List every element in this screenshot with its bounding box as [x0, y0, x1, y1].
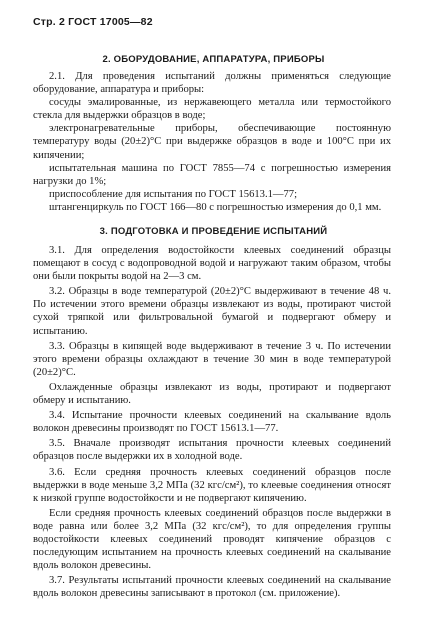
list-item-vessels: сосуды эмалированные, из нержавеющего металла или термостойкого стекла для выдержки образцов в воде; — [33, 97, 391, 122]
section-2-title: 2. ОБОРУДОВАНИЕ, АППАРАТУРА, ПРИБОРЫ — [102, 54, 325, 65]
page-header: Стр. 2 ГОСТ 17005—82 — [33, 16, 153, 28]
paragraph-3-3-cont: Охлажденные образцы извлекают из воды, протирают и подвергают обмеру и испытанию. — [33, 381, 391, 407]
paragraph-3-6: 3.6. Если средняя прочность клеевых соединений образцов после выдержки в воде меньше 3,2 МПа (32 кгс/см²), то клеевые соединения относят к низкой группе водостойкости и не подвергают кипячению. — [33, 466, 391, 504]
paragraph-3-2: 3.2. Образцы в воде температурой (20±2)°С выдерживают в течение 48 ч. По истечении этого времени образцы извлекают из воды, протирают чистой сухой тряпкой или фильтровальной бумагой и подвергают обмеру и испытанию. — [33, 286, 391, 337]
section-3-body — [33, 244, 391, 600]
list-item-heaters: электронагревательные приборы, обеспечивающие постоянную температуру воды (20±2)°С при выдержке образцов в воде и 100°С при их кипячении; — [33, 123, 391, 161]
paragraph-3-1: 3.1. Для определения водостойкости клеевых соединений образцы помещают в сосуд с водопроводной водой и нагружают таким образом, чтобы они были покрыты водой на 2—3 см. — [33, 245, 391, 283]
paragraph-3-7: 3.7. Результаты испытаний прочности клеевых соединений на скалывание вдоль волокон древесины записывают в протокол (см. приложение). — [33, 575, 391, 600]
list-item-fixture: приспособление для испытания по ГОСТ 15613.1—77; — [49, 188, 298, 200]
section-3-title: 3. ПОДГОТОВКА И ПРОВЕДЕНИЕ ИСПЫТАНИЙ — [99, 226, 328, 237]
section-2-body — [33, 70, 391, 214]
paragraph-2-1: 2.1. Для проведения испытаний должны применяться следующие оборудование, аппаратура и приборы: — [33, 71, 391, 96]
list-item-testing-machine: испытательная машина по ГОСТ 7855—74 с погрешностью измерения нагрузки до 1%; — [33, 162, 391, 187]
list-item-caliper: штангенциркуль по ГОСТ 166—80 с погрешностью измерения до 0,1 мм. — [49, 201, 382, 213]
paragraph-3-5: 3.5. Вначале производят испытания прочности клеевых соединений образцов после выдержки их в холодной воде. — [33, 438, 391, 463]
paragraph-3-6-cont: Если средняя прочность клеевых соединений образцов после выдержки в воде равна или более 3,2 МПа (32 кгс/см²), то для определения группы водостойкости клеевых соединений проводят кипячение образцов с последующим испытанием на прочность клеевых соединений на скалывание вдоль волокон древесины. — [33, 507, 391, 572]
paragraph-3-4: 3.4. Испытание прочности клеевых соединений на скалывание вдоль волокон древесины производят по ГОСТ 15613.1—77. — [33, 410, 391, 435]
paragraph-3-3: 3.3. Образцы в кипящей воде выдерживают в течение 3 ч. По истечении этого времени образцы охлаждают в течение 30 мин в воде температурой (20±2)°С. — [33, 340, 391, 378]
